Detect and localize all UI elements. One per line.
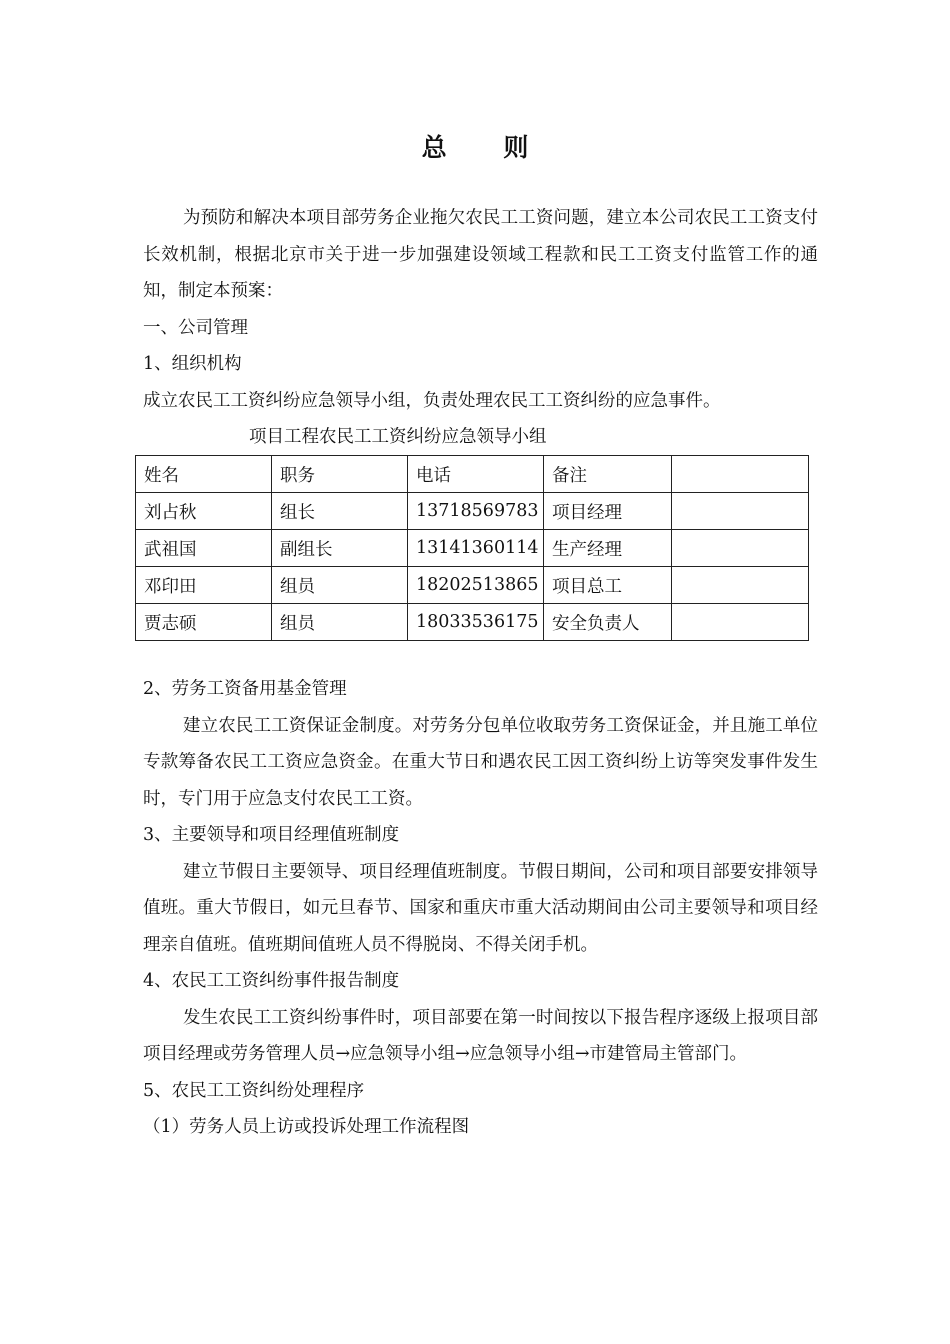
section-heading-company-management: 一、公司管理: [143, 317, 248, 338]
table-header-cell: [672, 456, 809, 493]
table-cell: 邓印田: [136, 567, 272, 604]
table-cell: [672, 493, 809, 530]
subheading-reserve-fund: 2、劳务工资备用基金管理: [143, 679, 347, 699]
table-cell: 18033536175: [408, 604, 544, 641]
table-cell: 组长: [272, 493, 408, 530]
table-header-cell: 姓名: [136, 456, 272, 493]
leadership-group-table: [135, 455, 809, 641]
table-header-cell: 职务: [272, 456, 408, 493]
table-row: [136, 530, 809, 567]
table-cell: 刘占秋: [136, 493, 272, 530]
subheading-organization: 1、组织机构: [143, 354, 242, 374]
table-cell: 贾志硕: [136, 604, 272, 641]
handling-procedure-item-1: （1）劳务人员上访或投诉处理工作流程图: [143, 1117, 470, 1137]
table-cell: 生产经理: [544, 530, 672, 567]
table-cell: 副组长: [272, 530, 408, 567]
table-header-row: [136, 456, 809, 493]
subheading-duty-system: 3、主要领导和项目经理值班制度: [143, 825, 400, 845]
organization-paragraph: 成立农民工工资纠纷应急领导小组，负责处理农民工工资纠纷的应急事件。: [143, 390, 721, 411]
subheading-handling-procedure: 5、农民工工资纠纷处理程序: [143, 1080, 365, 1101]
duty-system-paragraph: 建立节假日主要领导、项目经理值班制度。节假日期间，公司和项目部要安排领导值班。重大节假日，如元旦春节、国家和重庆市重大活动期间由公司主要领导和项目经理亲自值班。值班期间值班人员不得脱岗、不得关闭手机。: [143, 861, 818, 955]
table-cell: 武祖国: [136, 530, 272, 567]
table-cell: 13141360114: [408, 530, 544, 567]
table-cell: 项目总工: [544, 567, 672, 604]
table-row: [136, 604, 809, 641]
reporting-system-paragraph: 发生农民工工资纠纷事件时，项目部要在第一时间按以下报告程序逐级上报项目部项目经理或劳务管理人员→应急领导小组→应急领导小组→市建管局主管部门。: [143, 1007, 818, 1064]
table-cell: 项目经理: [544, 493, 672, 530]
table-header-cell: 备注: [544, 456, 672, 493]
table-row: [136, 493, 809, 530]
table-cell: [672, 530, 809, 567]
table-cell: [672, 604, 809, 641]
table-cell: 安全负责人: [544, 604, 672, 641]
table-cell: 13718569783: [408, 493, 544, 530]
table-cell: 18202513865: [408, 567, 544, 604]
intro-paragraph: 为预防和解决本项目部劳务企业拖欠农民工工资问题，建立本公司农民工工资支付长效机制，根据北京市关于进一步加强建设领域工程款和民工工资支付监管工作的通知，制定本预案：: [143, 208, 818, 301]
reserve-fund-paragraph: 建立农民工工资保证金制度。对劳务分包单位收取劳务工资保证金，并且施工单位专款筹备农民工工资应急资金。在重大节日和遇农民工因工资纠纷上访等突发事件发生时，专门用于应急支付农民工工资。: [143, 715, 818, 809]
table-row: [136, 567, 809, 604]
document-body: [143, 200, 818, 1146]
table-cell: 组员: [272, 567, 408, 604]
table-cell: [672, 567, 809, 604]
page-title: 总 则: [421, 133, 553, 162]
table-cell: 组员: [272, 604, 408, 641]
subheading-reporting-system: 4、农民工工资纠纷事件报告制度: [143, 971, 400, 991]
spacer: [143, 641, 818, 671]
table-caption: 项目工程农民工工资纠纷应急领导小组: [249, 427, 547, 447]
table-header-cell: 电话: [408, 456, 544, 493]
